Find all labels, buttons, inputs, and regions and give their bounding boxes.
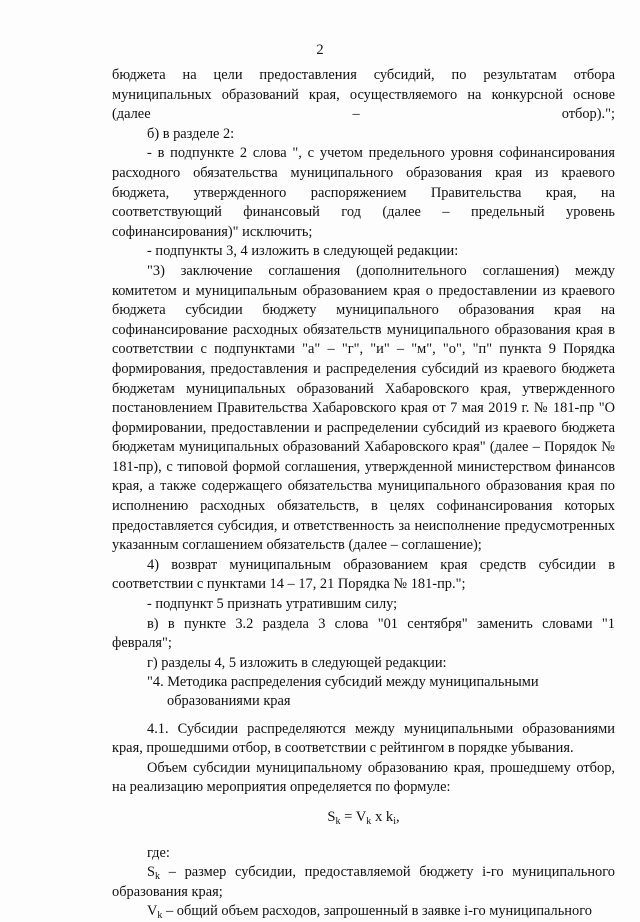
section-heading [112,673,615,711]
paragraph: - подпункты 3, 4 изложить в следующей редакции: [147,243,459,260]
definition-text: – размер субсидии, предоставляемой бюджету i-го муниципального образования края; [112,864,615,900]
paragraph: - подпункт 5 признать утратившим силу; [147,596,398,613]
paragraph: в) в пункте 3.2 раздела 3 слова "01 сентября" заменить словами "1 февраля"; [112,615,615,652]
definition-symbol: S [147,864,156,881]
paragraph: 4.1. Субсидии распределяются между муниципальными образованиями края, прошедшими отбор, в соответствии с рейтингом в порядке убывания. [112,720,615,757]
definition-symbol-subscript: k [157,910,163,922]
page-number: 2 [316,42,324,58]
definition-symbol: V [147,903,158,920]
paragraph: б) в разделе 2: [147,125,235,142]
paragraph: бюджета на цели предоставления субсидий, по результатам отбора муниципальных образований края, осуществляемого на конкурсной основе (далее – отбор)."; [112,67,615,123]
where-label: где: [147,844,170,861]
definition-item [112,902,615,922]
amendment-paragraphs [112,66,615,673]
subsidy-formula: $S_k = V_k$ x $k_i$, [327,808,400,827]
definition-symbol-subscript: k [155,871,161,883]
definition-text: – общий объем расходов, запрошенный в заявке i-го муниципального [162,903,592,920]
section-heading-line1: "4. Методика распределения субсидий между муниципальными [147,674,539,691]
methodology-paragraphs [112,720,615,798]
paragraph: г) разделы 4, 5 изложить в следующей редакции: [147,654,447,671]
document-body [112,66,615,922]
paragraph: - в подпункте 2 слова ", с учетом предельного уровня софинансирования расходного обязательства муниципального образования края из краевого бюджета, утвержденного распоряжением Правительства края, на соответствующий финансовый год (далее – предельный уровень софинансирования)" исключить; [112,145,615,240]
formula-definitions [112,863,615,922]
section-heading-line2: образованиями края [167,693,291,709]
definition-item [112,863,615,902]
paragraph: Объем субсидии муниципальному образованию края, прошедшему отбор, на реализацию мероприятия определяется по формуле: [112,759,615,796]
paragraph: "3) заключение соглашения (дополнительного соглашения) между комитетом и муниципальным образованием края о предоставлении из краевого бюджета субсидии бюджету муниципального образования края на софинансирование расходных обязательств муниципального образования края в соответствии с подпунктами "а" – "г", "и" – "м", "о", "п" пункта 9 Порядка формирования, предоставления и распределения субсидий из краевого бюджета бюджетам муниципальных образований Хабаровского края, утвержденного постановлением Правительства Хабаровского края от 7 мая 2019 г. № 181-пр "О формировании, предоставлении и распределении субсидий из краевого бюджета бюджетам муниципальных образований Хабаровского края" (далее – Порядок № 181-пр), с типовой формой соглашения, утвержденной министерством финансов края, а также содержащего обязательства муниципального образования края по исполнению расходных обязательств, в целях софинансирования которых предоставляется субсидия, и ответственность за неисполнение предусмотренных указанным соглашением обязательств (далее – соглашение); [112,262,615,554]
paragraph: 4) возврат муниципальным образованием края средств субсидии в соответствии с пунктами 14 – 17, 21 Порядка № 181-пр."; [112,556,615,593]
